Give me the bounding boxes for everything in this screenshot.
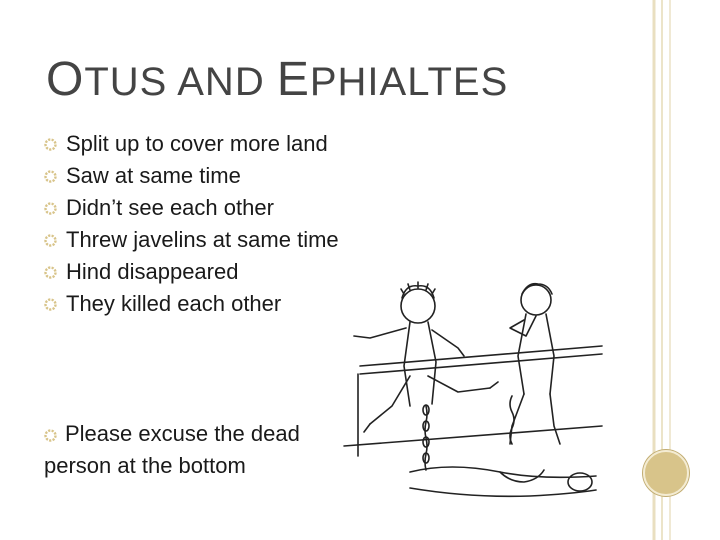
note-text-content: Please excuse the dead person at the bottom [44,421,300,478]
bullet-text: Didn’t see each other [66,195,274,220]
bullet-text: Saw at same time [66,163,241,188]
sun-gear-icon [44,298,57,311]
sun-gear-icon [44,234,57,247]
bullet-item [44,128,339,160]
slide-title: OTUS AND EPHIALTES [46,53,509,106]
bullet-item [44,256,339,288]
bullet-item [44,192,339,224]
bullet-list [44,128,339,320]
bullet-text: Hind disappeared [66,259,239,284]
bullet-text: They killed each other [66,291,282,316]
bullet-item [44,224,339,256]
sun-gear-icon [44,202,57,215]
sun-gear-icon [44,429,57,442]
bullet-text: Threw javelins at same time [66,227,339,252]
sun-gear-icon [44,266,57,279]
note-text [44,418,344,482]
bullet-text: Split up to cover more land [66,131,328,156]
decorative-circle [643,450,689,496]
otus-ephialtes-illustration [340,276,612,508]
sun-gear-icon [44,138,57,151]
bullet-item [44,160,339,192]
bullet-item [44,288,339,320]
sun-gear-icon [44,170,57,183]
